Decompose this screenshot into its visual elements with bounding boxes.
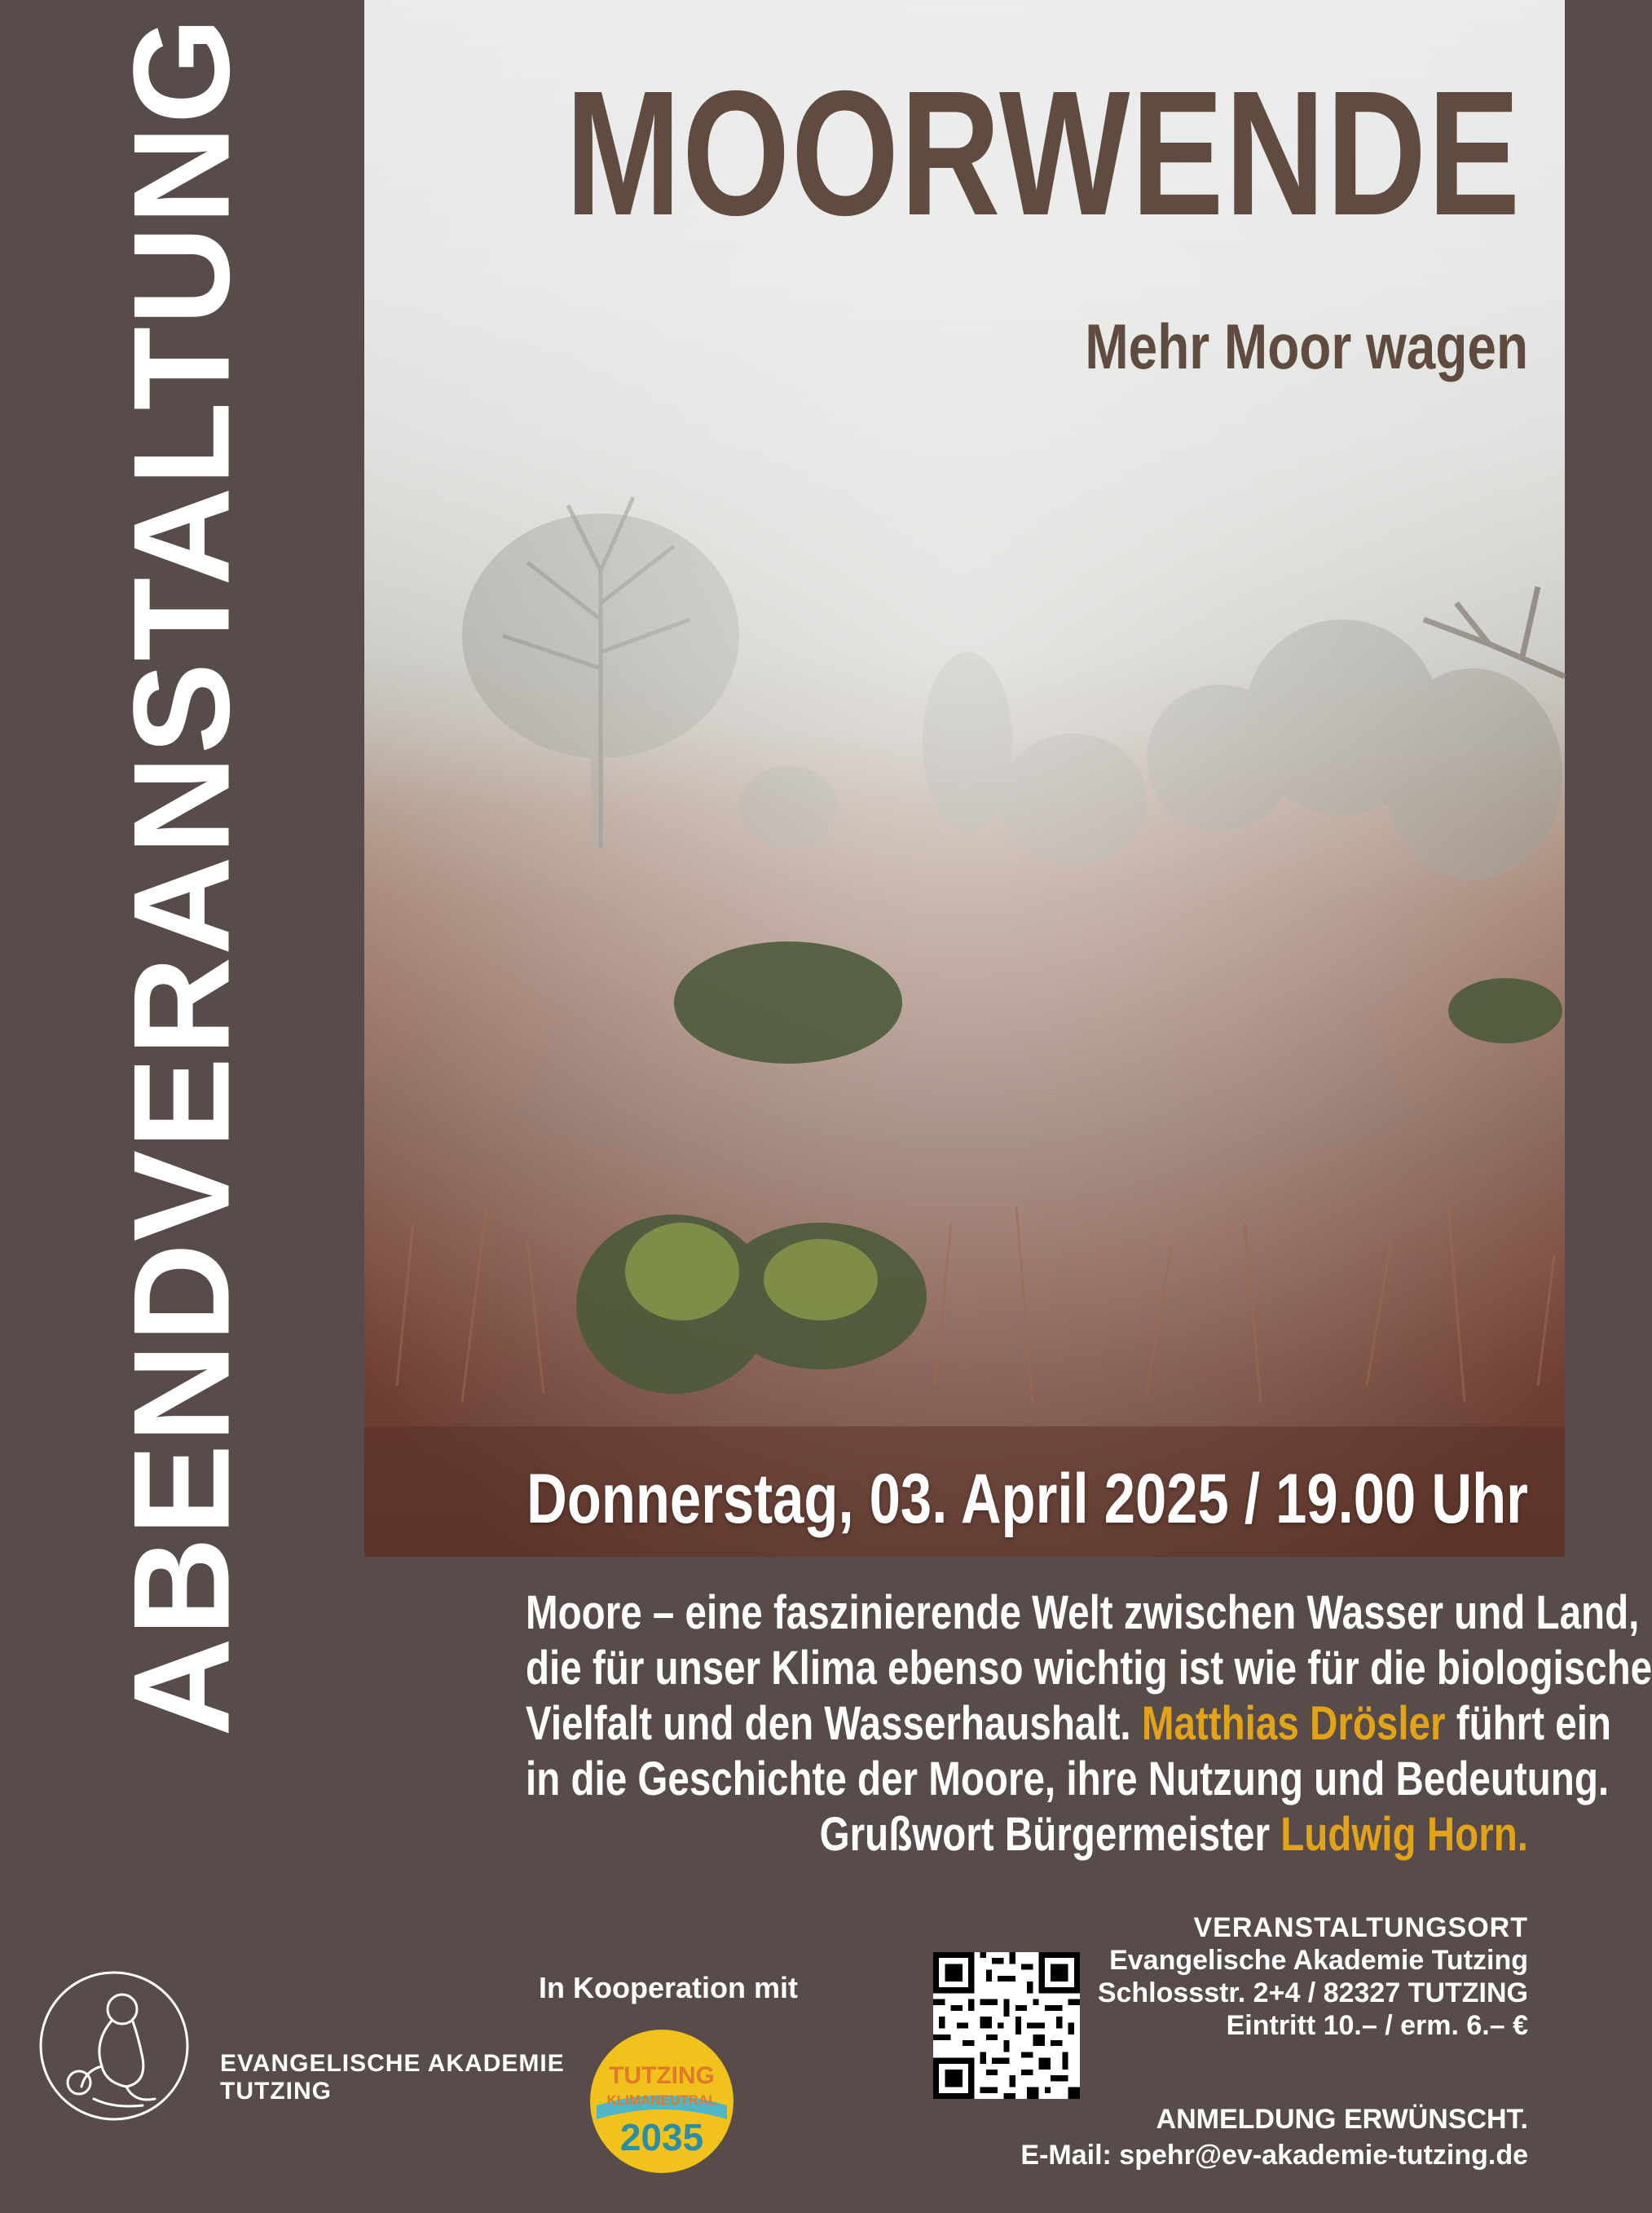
description-line-4: in die Geschichte der Moore, ihre Nutzung und Bedeutung. xyxy=(526,1752,1610,1805)
venue-info xyxy=(1098,1911,1528,2042)
event-description xyxy=(306,1585,1652,1863)
description-line-1: Moore – eine faszinierende Welt zwischen Wasser und Land, xyxy=(526,1586,1640,1639)
organizer-name-line-2: TUTZING xyxy=(220,2078,332,2105)
event-title: MOORWENDE xyxy=(566,55,1522,253)
description-line-5-start: Grußwort Bürgermeister xyxy=(819,1808,1281,1861)
venue-address: Schlossstr. 2+4 / 82327 TUTZING xyxy=(1097,1977,1528,2008)
badge-year-text: 2035 xyxy=(619,2116,704,2158)
organizer-logo xyxy=(37,1968,565,2148)
speaker-name: Matthias Drösler xyxy=(1141,1697,1446,1750)
admission-price: Eintritt 10.– / erm. 6.– € xyxy=(1226,2010,1528,2041)
side-title: ABENDVERANSTALTUNG xyxy=(104,15,258,1737)
venue-name: Evangelische Akademie Tutzing xyxy=(1109,1945,1528,1976)
badge-mid-text: KLIMANEUTRAL xyxy=(606,2092,717,2108)
description-line-3-start: Vielfalt und den Wasserhaushalt. xyxy=(526,1697,1142,1750)
tutzing-klimaneutral-badge xyxy=(588,2028,735,2175)
badge-top-text: TUTZING xyxy=(609,2062,715,2089)
side-title-area xyxy=(0,0,364,1793)
registration-info xyxy=(1020,2101,1528,2173)
cooperation xyxy=(538,1971,799,2158)
organizer-name xyxy=(220,2050,565,2105)
venue-heading: VERANSTALTUNGSORT xyxy=(1193,1912,1528,1943)
event-subtitle: Mehr Moor wagen xyxy=(1085,311,1528,382)
description-line-3-end: führt ein xyxy=(1445,1697,1611,1750)
lion-logo-icon xyxy=(37,1968,192,2123)
cooperation-label: In Kooperation mit xyxy=(539,1971,798,2004)
qr-code[interactable] xyxy=(933,1952,1080,2099)
event-date: Donnerstag, 03. April 2025 / 19.00 Uhr xyxy=(526,1460,1528,1538)
organizer-name-line-1: EVANGELISCHE AKADEMIE xyxy=(220,2050,565,2077)
description-line-2: die für unser Klima ebenso wichtig ist wie für die biologische xyxy=(526,1642,1652,1695)
registration-email[interactable]: E-Mail: spehr@ev-akademie-tutzing.de xyxy=(1020,2140,1528,2171)
description-line-3 xyxy=(526,1696,1611,1752)
description-line-5 xyxy=(526,1807,1528,1863)
registration-heading: ANMELDUNG ERWÜNSCHT. xyxy=(1156,2104,1528,2135)
mayor-name: Ludwig Horn. xyxy=(1280,1808,1528,1861)
